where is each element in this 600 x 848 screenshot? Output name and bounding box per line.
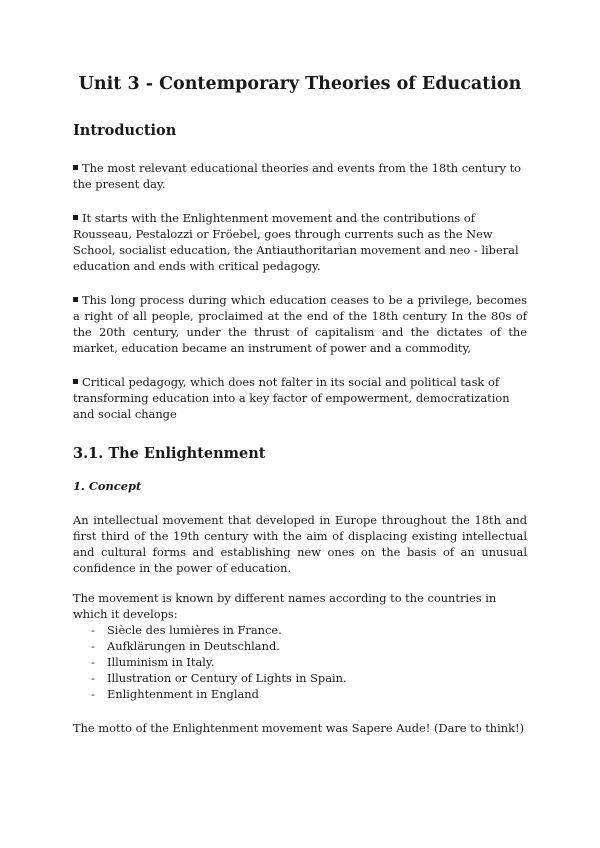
intro-bullet-3-text: This long process during which education ceases to be a privilege, becomes a right of all people, proclaimed at the end of the 18th century In the 80s of the 20th century, under the thrust of capitalism and the dictates of the market, education became an instrument of power and a commodity, [73,293,527,355]
dash-marker: - [91,623,95,637]
list-item [91,654,527,670]
list-item [91,686,527,702]
country-names-list [73,622,527,702]
section-heading-enlightenment: 3.1. The Enlightenment [73,445,266,462]
intro-bullet-4-text: Critical pedagogy, which does not falter in its social and political task of transforming education into a key factor of empowerment, democratization and social change [73,375,510,421]
motto-paragraph: The motto of the Enlightenment movement was Sapere Aude! (Dare to think!) [73,721,525,735]
intro-bullet-3 [73,292,527,356]
intro-bullet-1-text: The most relevant educational theories and events from the 18th century to the present day. [73,161,522,191]
square-bullet-icon [73,165,78,170]
list-item [91,670,527,686]
square-bullet-icon [73,297,78,302]
dash-marker: - [91,639,95,653]
list-item-text: Illuminism in Italy. [107,655,215,669]
names-intro-paragraph: The movement is known by different names according to the countries in which it develops: [73,591,497,621]
intro-bullet-2 [73,210,527,274]
page-title: Unit 3 - Contemporary Theories of Education [78,74,522,94]
list-item-text: Aufklärungen in Deutschland. [107,639,280,653]
dash-marker: - [91,687,95,701]
intro-bullet-1 [73,160,527,192]
list-item [91,638,527,654]
dash-marker: - [91,655,95,669]
intro-bullet-2-text: It starts with the Enlightenment movement and the contributions of Rousseau, Pestalozzi or Fröebel, goes through currents such as the New School, socialist education, the Antiauthoritarian movement and neo - liberal education and ends with critical pedagogy. [73,211,519,273]
list-item-text: Siècle des lumières in France. [107,623,282,637]
concept-paragraph: An intellectual movement that developed in Europe throughout the 18th and first third of the 19th century with the aim of displacing existing intellectual and cultural forms and establishing new ones on the basis of an unusual confidence in the power of education. [73,513,527,575]
dash-marker: - [91,671,95,685]
list-item [91,622,527,638]
introduction-heading: Introduction [73,122,177,139]
square-bullet-icon [73,379,78,384]
list-item-text: Illustration or Century of Lights in Spain. [107,671,347,685]
subheading-concept: 1. Concept [73,479,142,493]
intro-bullet-4 [73,374,527,422]
square-bullet-icon [73,215,78,220]
list-item-text: Enlightenment in England [107,687,259,701]
